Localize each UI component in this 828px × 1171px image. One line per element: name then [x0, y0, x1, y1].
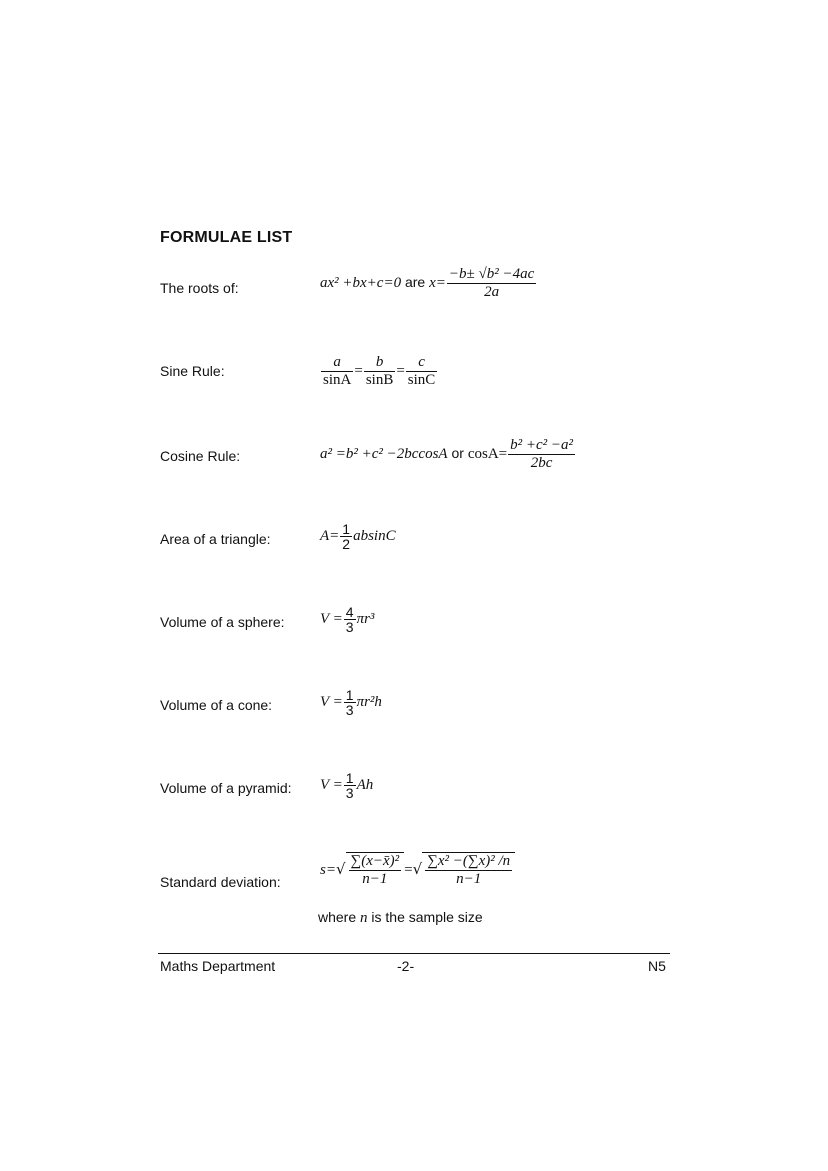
sd-note-post: is the sample size — [371, 909, 483, 925]
sine-sinC: sinC — [407, 372, 436, 388]
pyramid-lhs: V = — [320, 777, 343, 794]
footer-divider — [158, 953, 670, 954]
sd-radicand-2 — [422, 852, 515, 888]
sd-den-1: n−1 — [362, 871, 388, 887]
sd-fraction-2 — [425, 853, 512, 888]
sqrt-icon-2: √ — [412, 860, 423, 879]
sphere-num: 4 — [345, 604, 354, 620]
sphere-formula — [320, 605, 374, 634]
sine-a: a — [321, 354, 353, 372]
pyramid-fraction — [344, 771, 356, 800]
label-area: Area of a triangle: — [160, 531, 271, 547]
quadratic-equation: ax² +bx+c=0 — [320, 275, 402, 292]
cone-den: 3 — [345, 702, 354, 718]
cos-equals: cosA= — [467, 446, 508, 463]
footer-department: Maths Department — [160, 958, 276, 974]
sqrt-icon: √ — [335, 860, 346, 879]
sd-radicand-1 — [346, 852, 405, 888]
cosine-law: a² =b² +c² −2bccosA — [320, 446, 448, 463]
label-cosine: Cosine Rule: — [160, 448, 241, 464]
area-lhs: A= — [320, 528, 340, 545]
sine-sinA: sinA — [323, 372, 352, 388]
sine-b: b — [364, 354, 396, 372]
sd-den-2: n−1 — [456, 871, 482, 887]
pyramid-den: 3 — [345, 785, 354, 801]
quadratic-fraction — [447, 266, 536, 301]
sine-frac-b — [364, 354, 396, 389]
or-word: or — [451, 445, 464, 462]
sine-c: c — [406, 354, 438, 372]
cosine-denominator: 2bc — [530, 455, 553, 471]
sd-lhs: s= — [320, 862, 336, 879]
cone-rhs: πr²h — [356, 694, 382, 711]
sine-frac-c — [406, 354, 438, 389]
quadratic-numerator: −b± √b² −4ac — [448, 266, 535, 282]
cone-num: 1 — [345, 687, 354, 703]
footer-level: N5 — [648, 958, 666, 974]
sd-note-var: n — [360, 910, 368, 926]
label-sd: Standard deviation: — [160, 874, 281, 890]
sine-eq-1: = — [354, 363, 363, 380]
sine-frac-a — [321, 354, 353, 389]
sd-note — [318, 909, 483, 927]
pyramid-num: 1 — [345, 770, 354, 786]
sphere-fraction — [344, 605, 356, 634]
sphere-den: 3 — [345, 619, 354, 635]
label-roots: The roots of: — [160, 280, 239, 296]
page-title: FORMULAE LIST — [160, 229, 293, 246]
sd-num-2: ∑x² −(∑x)² /n — [427, 853, 511, 869]
quadratic-formula — [320, 266, 537, 301]
area-rhs: absinC — [353, 528, 396, 545]
sd-fraction-1 — [349, 853, 402, 888]
area-num: 1 — [342, 521, 351, 537]
label-pyramid: Volume of a pyramid: — [160, 780, 292, 796]
cone-fraction — [344, 688, 356, 717]
cosine-numerator: b² +c² −a² — [510, 437, 574, 453]
area-den: 2 — [342, 536, 351, 552]
pyramid-formula — [320, 771, 373, 800]
cosine-fraction — [508, 437, 575, 472]
x-equals: x= — [429, 275, 446, 292]
cone-formula — [320, 688, 382, 717]
pyramid-rhs: Ah — [356, 777, 374, 794]
sd-note-pre: where — [318, 909, 357, 925]
quadratic-denominator: 2a — [484, 284, 500, 300]
sd-formula — [320, 852, 515, 888]
label-sine: Sine Rule: — [160, 363, 225, 379]
sd-num-1: ∑(x−x̄)² — [350, 853, 400, 869]
label-cone: Volume of a cone: — [160, 697, 273, 713]
label-sphere: Volume of a sphere: — [160, 614, 285, 630]
sphere-rhs: πr³ — [356, 611, 375, 628]
cone-lhs: V = — [320, 694, 343, 711]
area-half — [340, 522, 352, 551]
sine-sinB: sinB — [365, 372, 394, 388]
sphere-lhs: V = — [320, 611, 343, 628]
sine-eq-2: = — [396, 363, 405, 380]
sd-eq: = — [404, 862, 413, 879]
sine-rule-formula — [320, 354, 438, 389]
area-formula — [320, 522, 396, 551]
cosine-rule-formula — [320, 437, 576, 472]
are-word: are — [404, 274, 426, 291]
page-number: -2- — [397, 958, 415, 974]
